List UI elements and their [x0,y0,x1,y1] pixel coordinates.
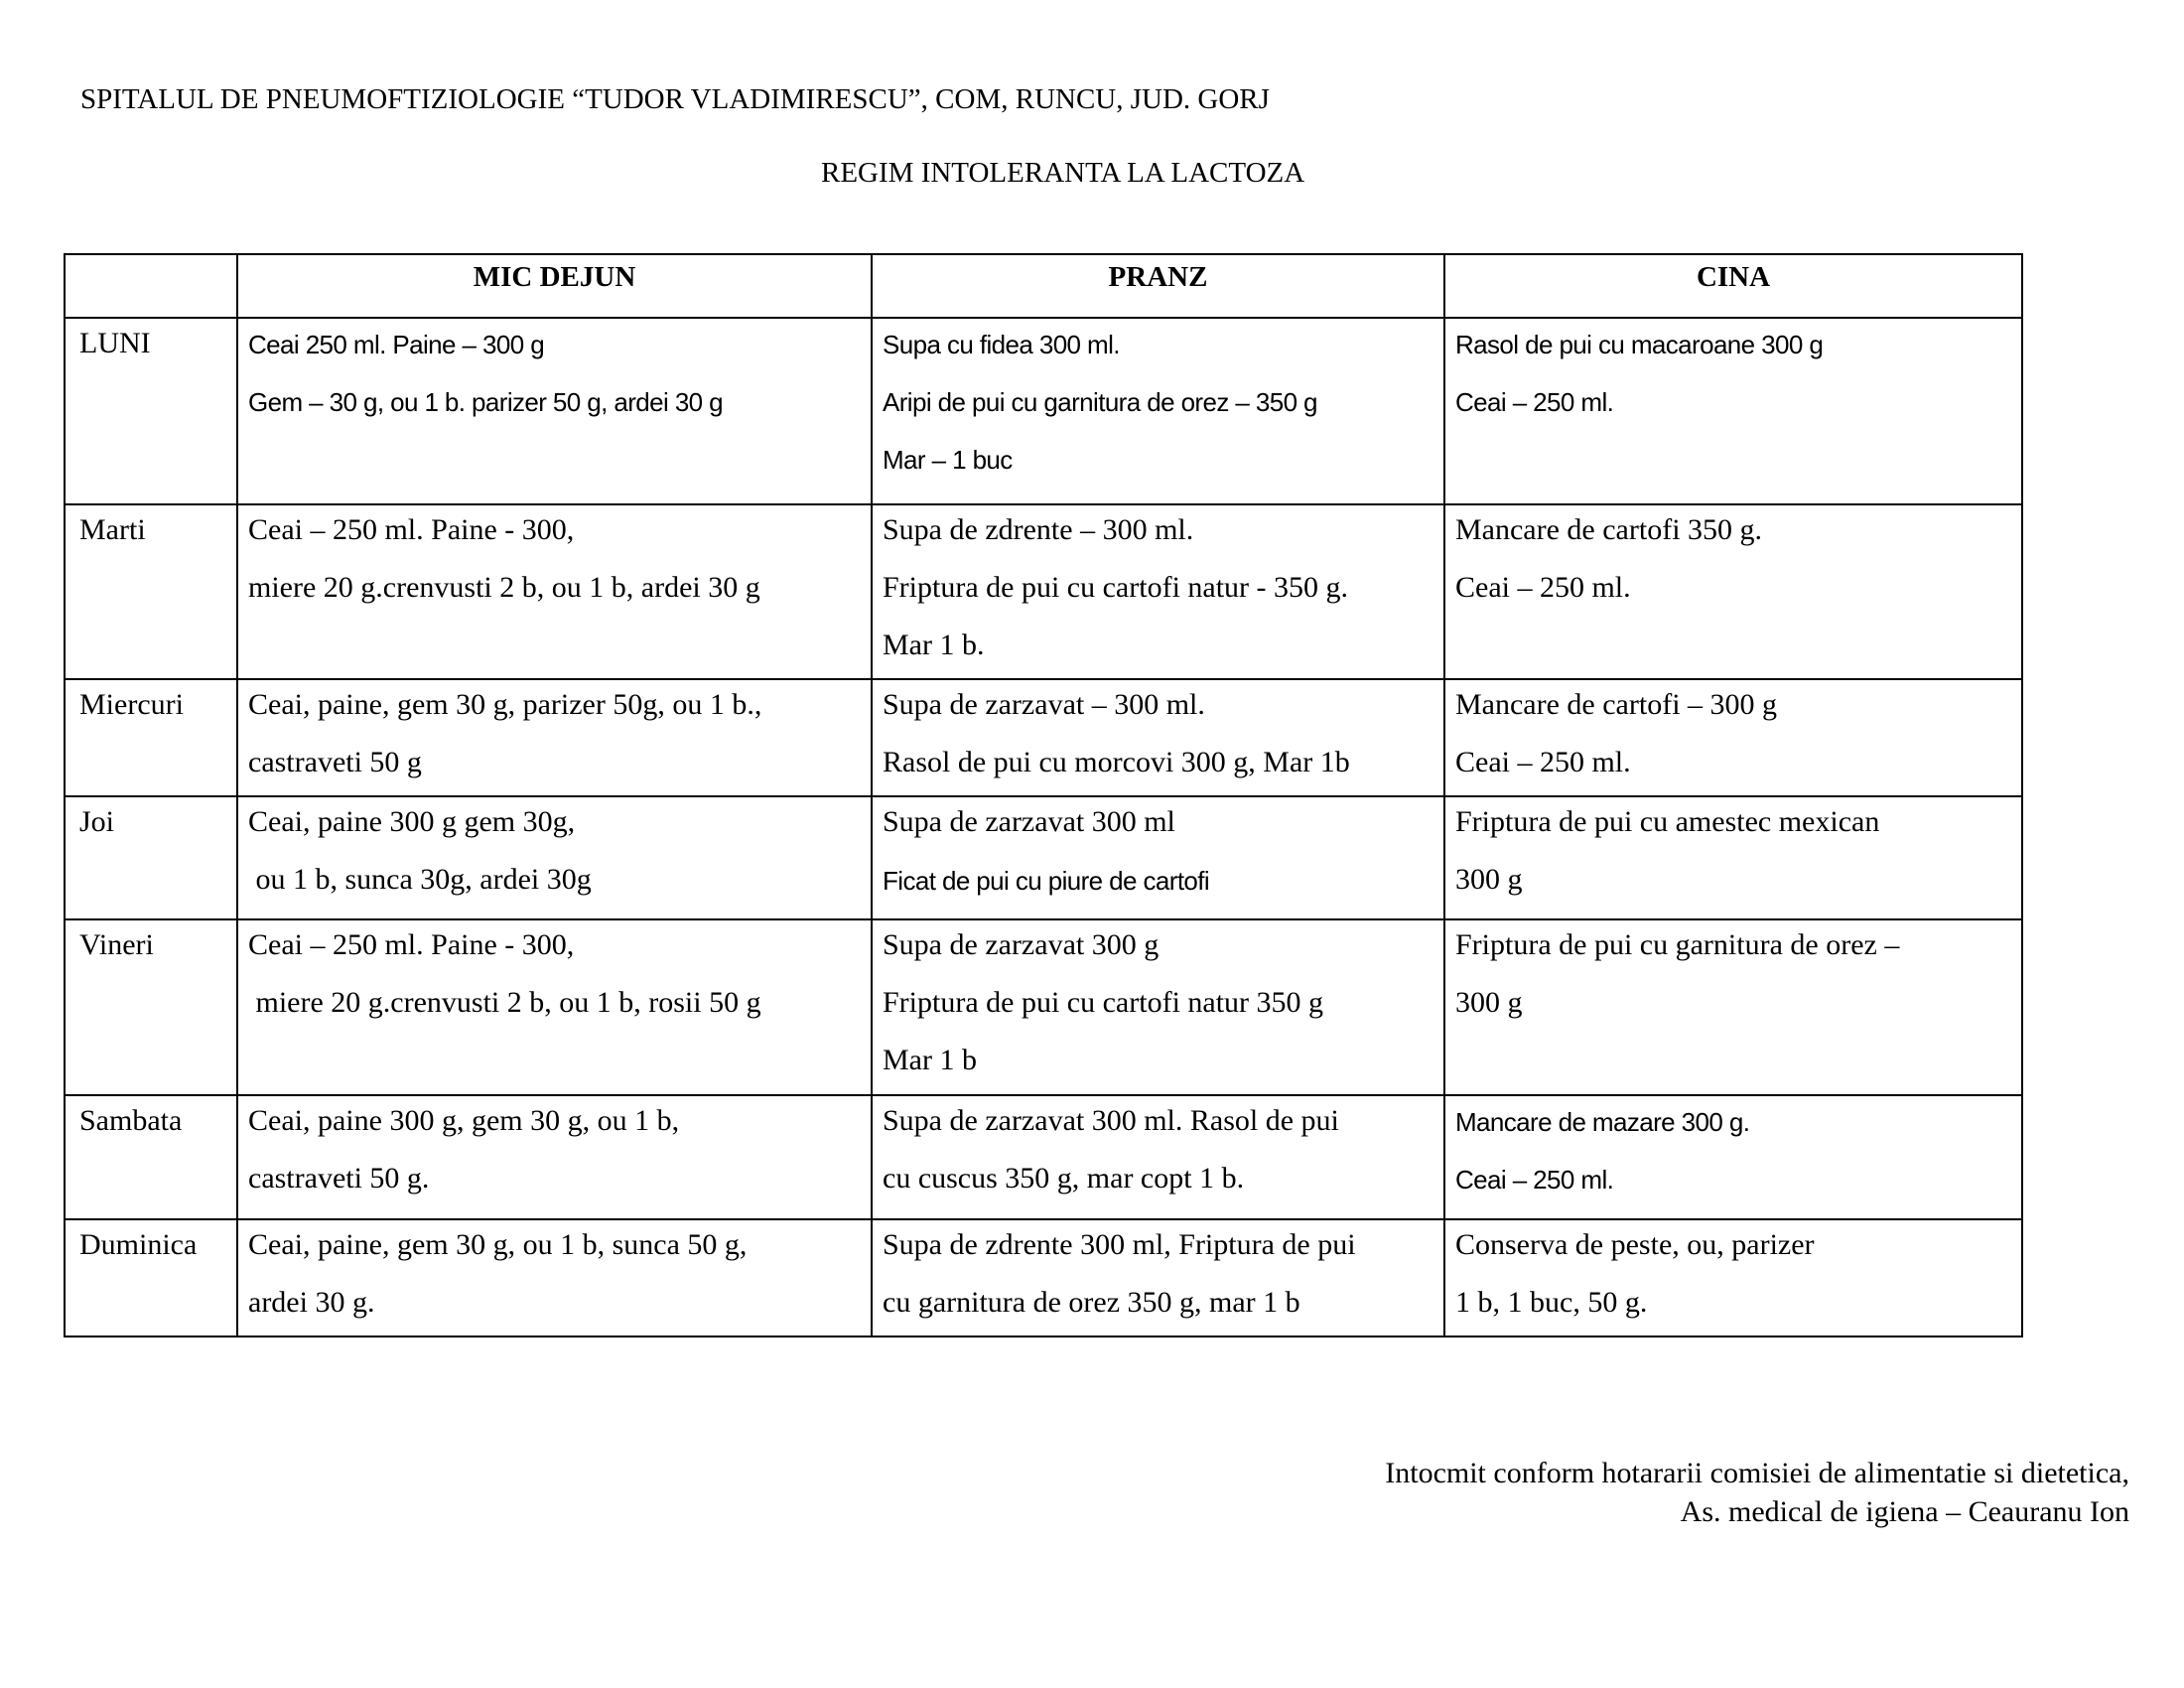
table-row [65,1219,2022,1336]
meal-item-line: Mancare de cartofi – 300 g [1455,688,1778,721]
column-header-mic-dejun: MIC DEJUN [237,254,872,318]
meal-item-line: Supa de zdrente 300 ml, Friptura de pui [883,1228,1356,1261]
cina-cell [1444,1095,2022,1219]
table-row [65,679,2022,796]
mic-dejun-cell [237,504,872,679]
meal-item-line: Conserva de peste, ou, parizer [1455,1228,1815,1261]
column-header-cina: CINA [1444,254,2022,318]
pranz-cell [872,504,1444,679]
meal-item-line: Rasol de pui cu macaroane 300 g [1455,330,1824,359]
meal-item-line: Rasol de pui cu morcovi 300 g, Mar 1b [883,746,1350,778]
meal-item-line: Mar 1 b [883,1044,977,1076]
footer-signatory: As. medical de igiena – Ceauranu Ion [1680,1495,2129,1528]
mic-dejun-cell [237,1095,872,1219]
meal-item-line: Ceai, paine, gem 30 g, parizer 50g, ou 1 b., [248,688,762,721]
cina-cell [1444,679,2022,796]
meal-item-line: Supa de zarzavat 300 ml. Rasol de pui [883,1104,1339,1137]
mic-dejun-cell [237,919,872,1095]
institution-header: SPITALUL DE PNEUMOFTIZIOLOGIE “TUDOR VLADIMIRESCU”, COM, RUNCU, JUD. GORJ [80,83,1270,115]
meal-item-line: Ceai – 250 ml. [1455,1165,1614,1195]
meal-item-line: cu cuscus 350 g, mar copt 1 b. [883,1162,1245,1195]
meal-item-line: castraveti 50 g [248,746,422,778]
meal-item-line: castraveti 50 g. [248,1162,430,1195]
meal-plan-table [64,253,2023,1337]
meal-item-line: Friptura de pui cu garnitura de orez – [1455,928,1900,961]
table-header-row [65,254,2022,318]
cina-cell [1444,919,2022,1095]
meal-item-line: Ceai – 250 ml. [1455,571,1631,604]
meal-item-line: Mancare de cartofi 350 g. [1455,513,1763,546]
pranz-cell [872,796,1444,919]
mic-dejun-cell [237,1219,872,1336]
meal-item-line: Ceai 250 ml. Paine – 300 g [248,330,545,359]
meal-item-line: Ceai, paine, gem 30 g, ou 1 b, sunca 50 g, [248,1228,748,1261]
meal-item-line: Ceai – 250 ml. Paine - 300, [248,928,575,961]
meal-item-line: cu garnitura de orez 350 g, mar 1 b [883,1286,1300,1319]
column-header-pranz: PRANZ [872,254,1444,318]
pranz-cell [872,1219,1444,1336]
pranz-cell [872,1095,1444,1219]
meal-item-line: Friptura de pui cu cartofi natur - 350 g. [883,571,1349,604]
pranz-cell [872,679,1444,796]
meal-item-line: Supa de zarzavat 300 ml [883,805,1175,838]
meal-item-line: miere 20 g.crenvusti 2 b, ou 1 b, rosii 50 g [248,986,761,1019]
meal-item-line: Gem – 30 g, ou 1 b. parizer 50 g, ardei 30 g [248,387,724,417]
meal-item-line: miere 20 g.crenvusti 2 b, ou 1 b, ardei 30 g [248,571,760,604]
pranz-cell [872,919,1444,1095]
meal-item-line: ardei 30 g. [248,1286,375,1319]
day-cell [65,504,237,679]
meal-item-line: Ceai, paine 300 g gem 30g, [248,805,576,838]
table-row [65,919,2022,1095]
meal-item-line: Friptura de pui cu amestec mexican [1455,805,1880,838]
mic-dejun-cell [237,318,872,504]
day-label: Marti [79,513,146,546]
meal-item-line: 300 g [1455,986,1523,1019]
day-cell [65,318,237,504]
cina-cell [1444,796,2022,919]
day-label: Sambata [79,1104,183,1137]
day-label: Duminica [79,1228,198,1261]
meal-item-line: Ceai – 250 ml. [1455,387,1614,417]
document-title: REGIM INTOLERANTA LA LACTOZA [821,157,1305,189]
meal-item-line: ou 1 b, sunca 30g, ardei 30g [248,863,592,896]
table-row [65,1095,2022,1219]
meal-item-line: Ficat de pui cu piure de cartofi [883,866,1210,896]
mic-dejun-cell [237,679,872,796]
cina-cell [1444,318,2022,504]
footer-approval-line: Intocmit conform hotararii comisiei de alimentatie si dietetica, [1385,1457,2129,1489]
day-label: Joi [79,805,115,838]
meal-item-line: Supa de zarzavat – 300 ml. [883,688,1205,721]
meal-item-line: 300 g [1455,863,1523,896]
pranz-cell [872,318,1444,504]
day-label: Miercuri [79,688,184,721]
table-row [65,796,2022,919]
day-cell [65,679,237,796]
day-label: Vineri [79,928,154,961]
day-cell [65,919,237,1095]
column-header-day [65,254,237,318]
meal-item-line: 1 b, 1 buc, 50 g. [1455,1286,1648,1319]
meal-item-line: Ceai, paine 300 g, gem 30 g, ou 1 b, [248,1104,680,1137]
meal-item-line: Supa cu fidea 300 ml. [883,330,1120,359]
meal-item-line: Friptura de pui cu cartofi natur 350 g [883,986,1324,1019]
day-cell [65,796,237,919]
meal-item-line: Ceai – 250 ml. Paine - 300, [248,513,575,546]
day-cell [65,1095,237,1219]
cina-cell [1444,1219,2022,1336]
signature-block [1385,1454,2129,1531]
cina-cell [1444,504,2022,679]
table-row [65,318,2022,504]
meal-item-line: Supa de zarzavat 300 g [883,928,1160,961]
table-row [65,504,2022,679]
meal-item-line: Supa de zdrente – 300 ml. [883,513,1194,546]
day-label: LUNI [79,327,151,359]
meal-item-line: Mancare de mazare 300 g. [1455,1107,1750,1137]
meal-item-line: Mar – 1 buc [883,445,1013,475]
meal-item-line: Ceai – 250 ml. [1455,746,1631,778]
meal-item-line: Mar 1 b. [883,629,985,661]
meal-item-line: Aripi de pui cu garnitura de orez – 350 g [883,387,1317,417]
day-cell [65,1219,237,1336]
mic-dejun-cell [237,796,872,919]
